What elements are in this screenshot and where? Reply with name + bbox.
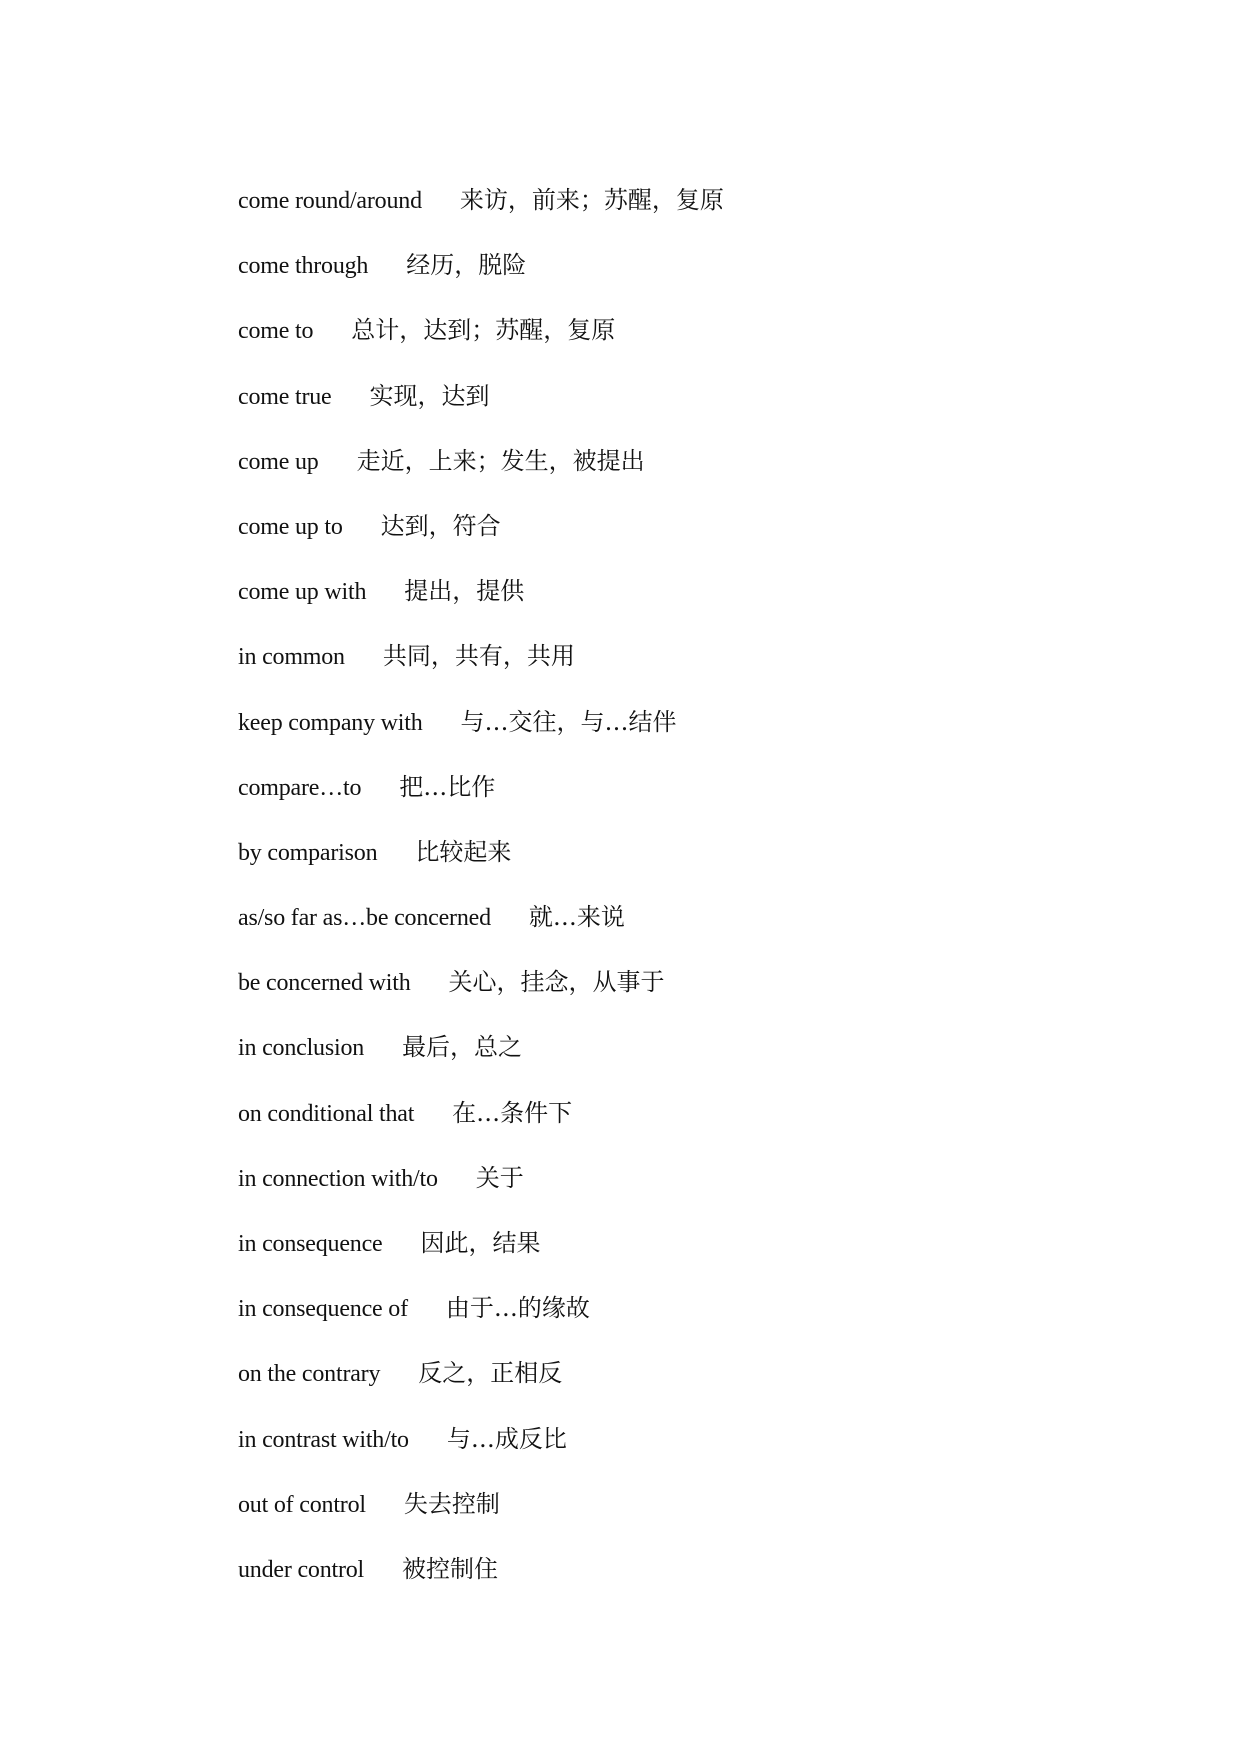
phrase-entry (238, 306, 1138, 371)
phrase-entry (238, 567, 1138, 632)
phrase-entry (238, 241, 1138, 306)
phrase-term: be concerned with (238, 970, 411, 997)
phrase-meaning: 走近，上来；发生，被提出 (356, 446, 645, 475)
phrase-meaning: 来访，前来；苏醒，复原 (459, 186, 724, 214)
phrase-term: come up to (238, 513, 343, 540)
phrase-entry (238, 1349, 1138, 1414)
phrase-term: in consequence of (238, 1296, 408, 1323)
phrase-entry (238, 1219, 1138, 1284)
phrase-term: by comparison (238, 839, 378, 866)
phrase-entry (238, 632, 1138, 697)
phrase-entry (238, 1284, 1138, 1349)
phrase-entry (238, 1480, 1138, 1545)
phrase-term: keep company with (238, 709, 423, 736)
phrase-entry (238, 698, 1138, 763)
phrase-meaning: 由于…的缘故 (445, 1294, 590, 1323)
phrase-term: on conditional that (238, 1100, 415, 1127)
phrase-entry (238, 1089, 1138, 1154)
phrase-meaning: 最后，总之 (402, 1033, 523, 1062)
phrase-meaning: 就…来说 (528, 903, 625, 932)
phrase-meaning: 在…条件下 (452, 1098, 573, 1127)
phrase-term: as/so far as…be concerned (238, 905, 491, 932)
phrase-entry (238, 958, 1138, 1023)
phrase-list (238, 176, 1138, 1610)
phrase-meaning: 实现，达到 (369, 381, 490, 410)
phrase-meaning: 反之，正相反 (418, 1359, 563, 1388)
phrase-entry (238, 502, 1138, 567)
phrase-term: come true (238, 383, 332, 410)
phrase-meaning: 比较起来 (415, 837, 512, 866)
phrase-entry (238, 372, 1138, 437)
phrase-entry (238, 828, 1138, 893)
phrase-term: in common (238, 644, 345, 671)
phrase-entry (238, 1154, 1138, 1219)
phrase-meaning: 与…交往，与…结伴 (460, 707, 677, 736)
phrase-term: come to (238, 318, 314, 345)
phrase-term: come through (238, 253, 369, 280)
phrase-entry (238, 1545, 1138, 1610)
phrase-term: come round/around (238, 188, 422, 214)
phrase-meaning: 失去控制 (403, 1489, 500, 1518)
phrase-entry (238, 176, 1138, 241)
phrase-meaning: 共同，共有，共用 (382, 642, 575, 671)
phrase-term: in conclusion (238, 1035, 365, 1062)
phrase-term: in consequence (238, 1231, 383, 1257)
phrase-meaning: 与…成反比 (446, 1424, 567, 1453)
phrase-meaning: 提出，提供 (404, 577, 525, 606)
phrase-term: compare…to (238, 774, 362, 801)
phrase-term: come up with (238, 579, 367, 606)
phrase-meaning: 关心，挂念，从事于 (448, 968, 665, 997)
phrase-term: come up (238, 448, 319, 475)
phrase-entry (238, 763, 1138, 828)
phrase-term: in connection with/to (238, 1165, 438, 1192)
phrase-term: out of control (238, 1491, 366, 1518)
phrase-term: on the contrary (238, 1361, 381, 1388)
phrase-entry (238, 893, 1138, 958)
phrase-entry (238, 437, 1138, 502)
phrase-term: in contrast with/to (238, 1426, 409, 1453)
phrase-meaning: 被控制住 (402, 1554, 499, 1583)
phrase-meaning: 把…比作 (399, 772, 496, 801)
phrase-meaning: 关于 (475, 1163, 524, 1192)
phrase-entry (238, 1415, 1138, 1480)
phrase-meaning: 因此，结果 (420, 1229, 541, 1257)
phrase-meaning: 达到，符合 (380, 511, 501, 540)
phrase-meaning: 总计，达到；苏醒，复原 (351, 316, 616, 345)
phrase-entry (238, 1023, 1138, 1088)
phrase-term: under control (238, 1556, 365, 1583)
phrase-meaning: 经历，脱险 (406, 251, 527, 280)
